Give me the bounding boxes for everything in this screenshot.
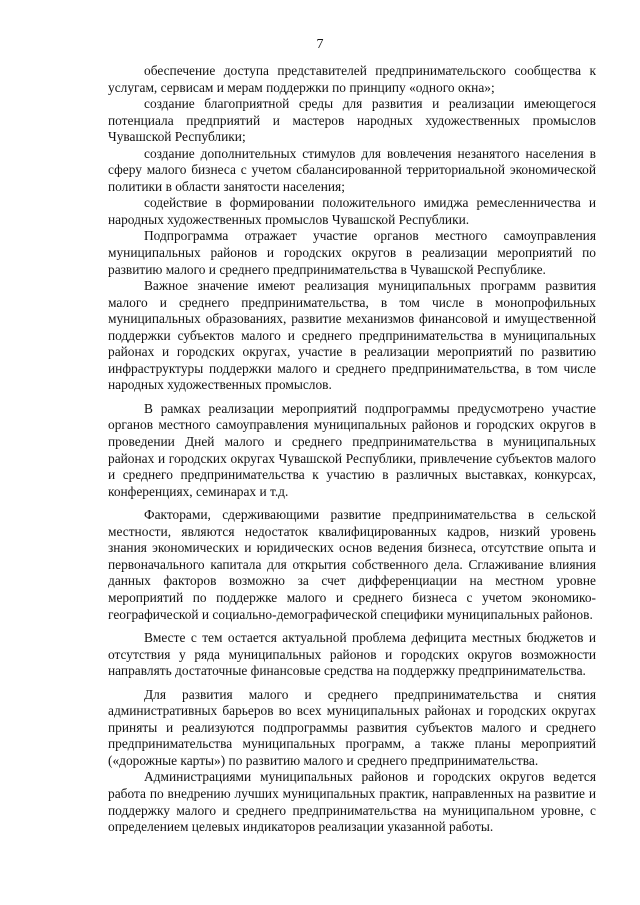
paragraph-events-participation: В рамках реализации мероприятий подпрограммы предусмотрено участие органов местного самоуправления муниципальных районов и городских округов в проведении Дней малого и среднего предпринимательства в муниципальных районах и городских округах Чувашской Республики, привлечение субъектов малого и среднего предпринимательства к участию в различных выставках, конкурсах, конференциях, семинарах и т.д. [108,400,596,499]
paragraph-municipal-programs: Важное значение имеют реализация муниципальных программ развития малого и среднего предпринимательства, в том числе в монопрофильных муниципальных образованиях, развитие механизмов финансовой и имущественной поддержки субъектов малого и среднего предпринимательства в муниципальных районах и городских округах, участие в реализации мероприятий по развитию инфраструктуры поддержки малого и среднего предпринимательства, в том числе народных художественных промыслов. [108,278,596,393]
paragraph-best-practices: Администрациями муниципальных районов и городских округов ведется работа по внедрению лучших муниципальных практик, направленных на развитие и поддержку малого и среднего предпринимательства на муниципальном уровне, с определением целевых индикаторов реализации указанной работы. [108,769,596,835]
paragraph-rural-factors: Факторами, сдерживающими развитие предпринимательства в сельской местности, являются недостаток квалифицированных кадров, низкий уровень знания экономических и юридических основ ведения бизнеса, отсутствие опыта и первоначального капитала для открытия собственного дела. Сглаживание влияния данных факторов возможно за счет дифференциации на местном уровне мероприятий по поддержке малого и среднего бизнеса с учетом экономико-географической и социально-демографической специфики муниципальных районов. [108,507,596,622]
paragraph-positive-image: содействие в формировании положительного имиджа ремесленничества и народных художественных промыслов Чувашской Республики. [108,195,596,227]
paragraph-favorable-environment: создание благоприятной среды для развития и реализации имеющегося потенциала предприятий и мастеров народных художественных промыслов Чувашской Республики; [108,96,596,145]
paragraph-additional-incentives: создание дополнительных стимулов для вовлечения незанятого населения в сферу малого бизнеса с учетом сбалансированной территориальной экономической политики в области занятости населения; [108,145,596,194]
body-text [108,63,596,836]
paragraph-budget-deficit: Вместе с тем остается актуальной проблема дефицита местных бюджетов и отсутствия у ряда муниципальных районов и городских округов возможности направлять достаточные финансовые средства на поддержку предпринимательства. [108,630,596,679]
paragraph-one-window-access: обеспечение доступа представителей предпринимательского сообщества к услугам, сервисам и мерам поддержки по принципу «одного окна»; [108,63,596,95]
paragraph-roadmaps: Для развития малого и среднего предпринимательства и снятия административных барьеров во всех муниципальных районах и городских округах приняты и реализуются подпрограммы развития субъектов малого и среднего предпринимательства муниципальных программ, а также планы мероприятий («дорожные карты») по развитию малого и среднего предпринимательства. [108,686,596,768]
paragraph-subprogram-participation: Подпрограмма отражает участие органов местного самоуправления муниципальных районов и городских округов в реализации мероприятий по развитию малого и среднего предпринимательства в Чувашской Республике. [108,228,596,277]
page-number: 7 [316,37,324,52]
